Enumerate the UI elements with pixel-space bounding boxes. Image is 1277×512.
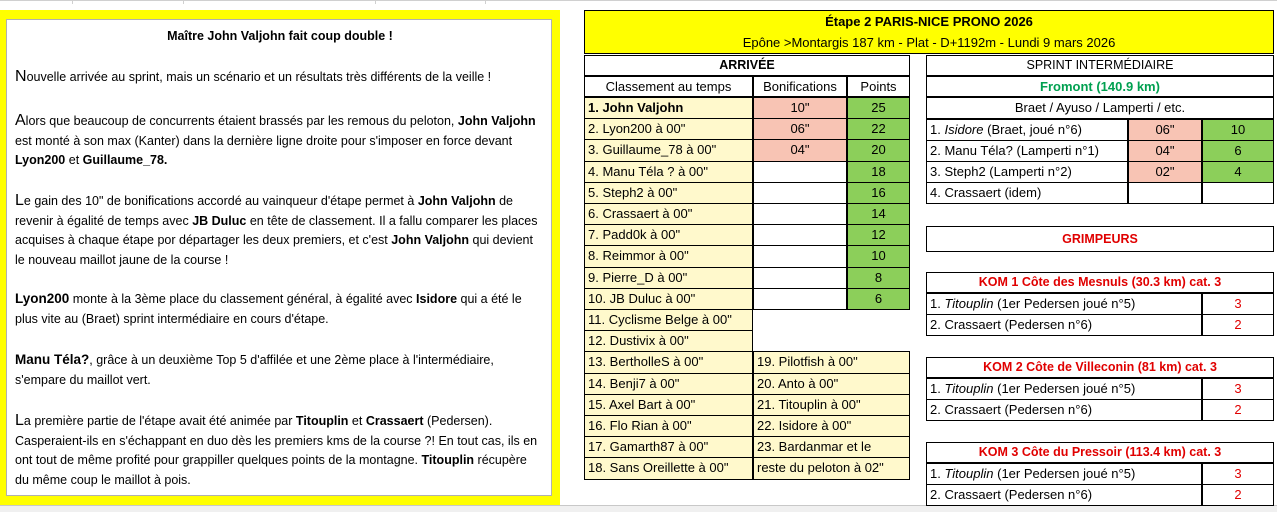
kom-result-row[interactable] bbox=[926, 463, 1202, 485]
player-name: Isidore bbox=[416, 292, 458, 306]
arrivee-rank-row[interactable]: 9. Pierre_D à 00" bbox=[584, 267, 753, 289]
pick-detail: (Pedersen n°6) bbox=[1000, 317, 1093, 332]
pick-detail: (Lamperti n°1) bbox=[1012, 143, 1100, 158]
article-title: Maître John Valjohn fait coup double ! bbox=[167, 29, 393, 43]
points-cell[interactable]: 6 bbox=[1202, 140, 1274, 162]
rank-number: 2. bbox=[930, 317, 945, 332]
kom-title[interactable]: KOM 1 Côte des Mesnuls (30.3 km) cat. 3 bbox=[926, 272, 1274, 293]
player-name: Lyon200 bbox=[15, 291, 70, 306]
arrivee-rank-row[interactable]: 5. Steph2 à 00" bbox=[584, 182, 753, 204]
sprint-result-row[interactable] bbox=[926, 161, 1128, 183]
arrivee-rank-row[interactable]: 20. Anto à 00" bbox=[753, 373, 910, 395]
kom-title[interactable]: KOM 2 Côte de Villeconin (81 km) cat. 3 bbox=[926, 357, 1274, 378]
bonification-cell[interactable]: 02" bbox=[1128, 161, 1202, 183]
dropcap: A bbox=[15, 112, 26, 129]
points-cell[interactable]: 6 bbox=[847, 288, 910, 310]
points-cell[interactable]: 10 bbox=[1202, 119, 1274, 141]
arrivee-rank-row[interactable]: 4. Manu Téla ? à 00" bbox=[584, 161, 753, 183]
kom-points-cell[interactable]: 2 bbox=[1202, 314, 1274, 336]
arrivee-rank-row[interactable]: 15. Axel Bart à 00" bbox=[584, 394, 753, 416]
arrivee-rank-row[interactable]: 23. Bardanmar et le bbox=[753, 436, 910, 458]
arrivee-rank-row[interactable]: 21. Titouplin à 00" bbox=[753, 394, 910, 416]
player-name: Titouplin bbox=[295, 414, 349, 428]
arrivee-rank-row[interactable]: 12. Dustivix à 00" bbox=[584, 330, 753, 352]
arrivee-rank-row[interactable]: 3. Guillaume_78 à 00" bbox=[584, 139, 753, 162]
arrivee-rank-row[interactable]: 8. Reimmor à 00" bbox=[584, 245, 753, 268]
pick-detail: (1er Pedersen joué n°5) bbox=[993, 296, 1136, 311]
rank-number: 1. bbox=[930, 381, 945, 396]
sprint-prediction[interactable]: Braet / Ayuso / Lamperti / etc. bbox=[926, 97, 1274, 119]
arrivee-rank-row[interactable]: 13. BertholleS à 00" bbox=[584, 351, 753, 374]
rank-number: 1. bbox=[930, 466, 945, 481]
pick-detail: (1er Pedersen joué n°5) bbox=[993, 381, 1136, 396]
bonification-cell[interactable]: 04" bbox=[1128, 140, 1202, 162]
text-run: e gain des 10" de bonifications accordé au vainqueur d'étape permet à bbox=[23, 194, 418, 208]
col-header-classement[interactable]: Classement au temps bbox=[584, 76, 753, 97]
text-run: et bbox=[348, 414, 366, 428]
text-run: (Pedersen). Casperaient-ils en s'échappant en duo dès les premiers kms de la course ?! En tout cas, ils en ont tout de même profité pour grappiller quelques points de la montagne. bbox=[15, 414, 538, 467]
text-run: ouvelle arrivée au sprint, mais un scénario et un résultats très différents de la veille ! bbox=[26, 70, 492, 84]
player-name: Crassaert bbox=[944, 185, 1001, 200]
sprint-result-row[interactable] bbox=[926, 140, 1128, 162]
stage-title: Étape 2 PARIS-NICE PRONO 2026 bbox=[825, 14, 1033, 29]
pick-detail: (Pedersen n°6) bbox=[1000, 487, 1093, 502]
player-name: JB Duluc bbox=[192, 213, 247, 228]
player-name: Titouplin bbox=[944, 381, 994, 396]
column-divider bbox=[72, 1, 73, 4]
pick-detail: (idem) bbox=[1000, 185, 1042, 200]
kom-points-cell[interactable]: 2 bbox=[1202, 484, 1274, 506]
player-name: Crassaert bbox=[944, 402, 1001, 417]
player-name: Titouplin bbox=[944, 466, 994, 481]
arrivee-rank-row[interactable]: 6. Crassaert à 00" bbox=[584, 203, 753, 225]
text-run: a première partie de l'étape avait été animée par bbox=[23, 414, 296, 428]
grimpeurs-section-header[interactable]: GRIMPEURS bbox=[926, 226, 1274, 252]
kom-title[interactable]: KOM 3 Côte du Pressoir (113.4 km) cat. 3 bbox=[926, 442, 1274, 463]
sprint-location[interactable]: Fromont (140.9 km) bbox=[926, 76, 1274, 97]
article-paragraph-3 bbox=[15, 191, 540, 270]
bonification-cell[interactable]: 06" bbox=[753, 118, 847, 140]
sprint-result-row[interactable] bbox=[926, 182, 1128, 204]
rank-number: 4. bbox=[930, 185, 945, 200]
player-name: John Valjohn bbox=[417, 194, 496, 208]
article-textbox[interactable] bbox=[6, 19, 552, 496]
bonification-cell[interactable]: 10" bbox=[753, 97, 847, 119]
bonification-cell[interactable] bbox=[753, 224, 847, 246]
bonification-cell[interactable] bbox=[753, 203, 847, 225]
player-name: Crassaert bbox=[365, 414, 424, 428]
dropcap: L bbox=[15, 192, 24, 209]
player-name: Crassaert bbox=[944, 317, 1001, 332]
sprint-result-row[interactable] bbox=[926, 119, 1128, 141]
player-name: John Valjohn bbox=[457, 114, 536, 128]
points-cell[interactable]: 14 bbox=[847, 203, 910, 225]
article-paragraph-1 bbox=[15, 67, 540, 88]
points-cell[interactable]: 12 bbox=[847, 224, 910, 246]
arrivee-rank-row[interactable]: 19. Pilotfish à 00" bbox=[753, 351, 910, 374]
player-name: Titouplin bbox=[944, 296, 994, 311]
rank-number: 2. bbox=[930, 402, 945, 417]
points-cell[interactable]: 4 bbox=[1202, 161, 1274, 183]
col-header-points[interactable]: Points bbox=[847, 76, 910, 97]
column-divider bbox=[183, 1, 184, 4]
pick-detail: (Lamperti n°2) bbox=[985, 164, 1072, 179]
rank-number: 1. bbox=[930, 296, 945, 311]
rank-number: 3. bbox=[930, 164, 945, 179]
article-paragraph-6 bbox=[15, 411, 540, 490]
stage-header[interactable] bbox=[584, 10, 1274, 54]
bonification-cell[interactable] bbox=[753, 182, 847, 204]
arrivee-rank-row[interactable]: 18. Sans Oreillette à 00" bbox=[584, 457, 753, 480]
text-run: et bbox=[65, 153, 83, 167]
rank-number: 2. bbox=[930, 143, 945, 158]
player-name: John Valjohn bbox=[391, 233, 470, 247]
player-name: Crassaert bbox=[944, 487, 1001, 502]
arrivee-rank-row[interactable]: 2. Lyon200 à 00" bbox=[584, 118, 753, 140]
bonification-cell[interactable] bbox=[753, 245, 847, 268]
article-paragraph-2 bbox=[15, 111, 540, 171]
pick-detail: (Pedersen n°6) bbox=[1000, 402, 1093, 417]
stage-subtitle: Epône >Montargis 187 km - Plat - D+1192m - Lundi 9 mars 2026 bbox=[742, 35, 1116, 50]
text-run: monte à la 3ème place du classement général, à égalité avec bbox=[69, 292, 417, 306]
text-run: , grâce à un deuxième Top 5 d'affilée et une 2ème place à l'intermédiaire, s'empare du maillot vert. bbox=[15, 353, 494, 387]
points-cell[interactable]: 16 bbox=[847, 182, 910, 204]
arrivee-rank-row[interactable]: 16. Flo Rian à 00" bbox=[584, 415, 753, 437]
pick-detail: (1er Pedersen joué n°5) bbox=[993, 466, 1136, 481]
arrivee-rank-row[interactable]: 11. Cyclisme Belge à 00" bbox=[584, 309, 753, 331]
player-name: Isidore bbox=[944, 122, 984, 137]
column-divider bbox=[375, 1, 376, 4]
text-run: qui devient le nouveau maillot jaune de la course ! bbox=[15, 233, 533, 267]
kom-result-row[interactable] bbox=[926, 484, 1202, 506]
points-cell[interactable]: 8 bbox=[847, 267, 910, 289]
col-header-bonifications[interactable]: Bonifications bbox=[753, 76, 847, 97]
points-cell[interactable]: 22 bbox=[847, 118, 910, 140]
player-name: Lyon200 bbox=[15, 153, 66, 167]
kom-result-row[interactable] bbox=[926, 293, 1202, 315]
kom-result-row[interactable] bbox=[926, 399, 1202, 421]
pick-detail: (Braet, joué n°6) bbox=[983, 122, 1082, 137]
player-name: Manu Téla? bbox=[15, 352, 90, 367]
sprint-section-header[interactable]: SPRINT INTERMÉDIAIRE bbox=[926, 55, 1274, 76]
dropcap: L bbox=[15, 412, 24, 429]
text-run: est monté à son max (Kanter) dans la dernière ligne droite pour s'imposer en force devant bbox=[15, 133, 513, 148]
points-cell[interactable]: 18 bbox=[847, 161, 910, 183]
text-run: en tête de classement. Il a fallu comparer les places acquises à chaque étape por départager les deux premiers, et c'est bbox=[15, 213, 538, 247]
arrivee-rank-row[interactable]: 7. Padd0k à 00" bbox=[584, 224, 753, 246]
dropcap: N bbox=[15, 68, 27, 85]
points-cell[interactable] bbox=[1202, 182, 1274, 204]
text-run: qui a été le plus vite au (Braet) sprint intermédiaire en cours d'étape. bbox=[15, 292, 522, 326]
kom-points-cell[interactable]: 3 bbox=[1202, 293, 1274, 315]
player-name: Titouplin bbox=[421, 453, 475, 467]
arrivee-rank-row[interactable]: 17. Gamarth87 à 00" bbox=[584, 436, 753, 458]
rank-number: 2. bbox=[930, 487, 945, 502]
points-cell[interactable]: 25 bbox=[847, 97, 910, 119]
points-cell[interactable]: 10 bbox=[847, 245, 910, 268]
arrivee-rank-row[interactable]: reste du peloton à 02" bbox=[753, 457, 910, 480]
column-divider bbox=[485, 1, 486, 4]
rank-number: 1. bbox=[930, 122, 945, 137]
text-run: récupère du même coup le maillot à pois. bbox=[15, 453, 527, 487]
player-name: Steph2 bbox=[944, 164, 986, 179]
kom-points-cell[interactable]: 3 bbox=[1202, 463, 1274, 485]
kom-points-cell[interactable]: 2 bbox=[1202, 399, 1274, 421]
arrivee-rank-row[interactable]: 14. Benji7 à 00" bbox=[584, 373, 753, 395]
arrivee-section-header[interactable]: ARRIVÉE bbox=[584, 55, 910, 76]
kom-result-row[interactable] bbox=[926, 314, 1202, 336]
bonification-cell[interactable] bbox=[753, 161, 847, 183]
text-run: lors que beaucoup de concurrents étaient brassés par les remous du peloton, bbox=[25, 114, 458, 128]
player-name: Guillaume_78. bbox=[82, 153, 168, 167]
player-name: Manu Téla? bbox=[944, 143, 1013, 158]
arrivee-rank-row[interactable]: 10. JB Duluc à 00" bbox=[584, 288, 753, 310]
bonification-cell[interactable]: 04" bbox=[753, 139, 847, 162]
bonification-cell[interactable]: 06" bbox=[1128, 119, 1202, 141]
kom-points-cell[interactable]: 3 bbox=[1202, 378, 1274, 400]
bonification-cell[interactable] bbox=[753, 267, 847, 289]
kom-result-row[interactable] bbox=[926, 378, 1202, 400]
bonification-cell[interactable] bbox=[1128, 182, 1202, 204]
arrivee-rank-row[interactable]: 1. John Valjohn bbox=[584, 97, 753, 119]
text-run: de revenir à égalité de temps avec bbox=[15, 194, 513, 228]
column-header-strip bbox=[0, 0, 1277, 3]
bonification-cell[interactable] bbox=[753, 288, 847, 310]
article-paragraph-5 bbox=[15, 350, 540, 390]
article-paragraph-4 bbox=[15, 289, 540, 329]
points-cell[interactable]: 20 bbox=[847, 139, 910, 162]
arrivee-rank-row[interactable]: 22. Isidore à 00" bbox=[753, 415, 910, 437]
